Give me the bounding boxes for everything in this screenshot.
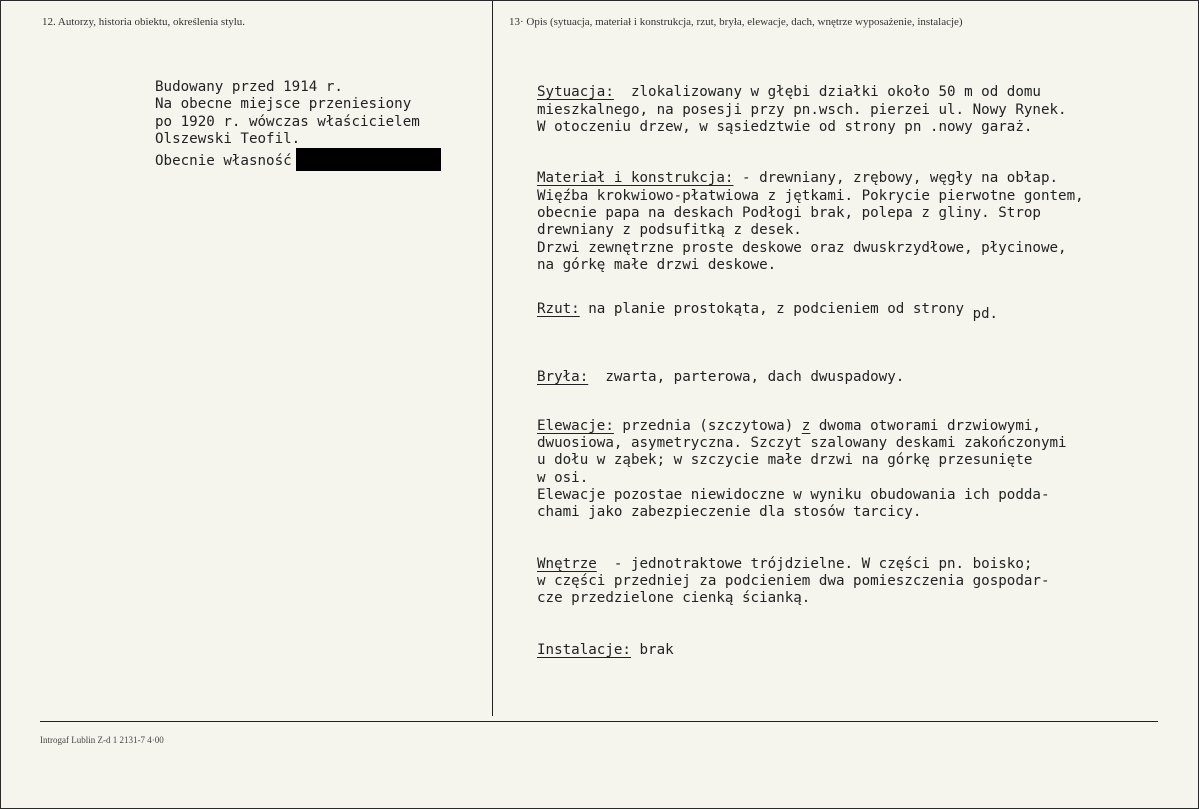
section-instalacje: Instalacje: brak xyxy=(537,642,674,659)
section-sytuacja: Sytuacja: zlokalizowany w głębi działki około 50 m od domu mieszkalnego, na posesji przy pn.wsch. pierzei ul. Nowy Rynek. W otoczeniu drzew, w sąsiedztwie od strony pn .nowy garaż. xyxy=(537,84,1067,135)
section-elewacje: Elewacje: przednia (szczytowa) z dwoma otworami drzwiowymi, dwuosiowa, asymetryczna. Szczyt szalowany deskami zakończonymi u dołu w ząbek; w szczycie małe drzwi na górkę przesunięte w osi. Elewacje pozostae niewidoczne w wyniku obudowania ich podda- chami jako zabezpieczenie dla stosów tarcicy. xyxy=(537,417,1067,521)
section-label: Materiał i konstrukcja: xyxy=(537,170,734,187)
owner-label: Obecnie własność xyxy=(155,153,292,170)
section-wnetrze: Wnętrze - jednotraktowe trójdzielne. W części pn. boisko; w części przedniej za podcieniem dwa pomieszczenia gospodar- cze przedzielone cienką ścianką. xyxy=(537,555,1050,607)
printer-imprint: Introgaf Lublin Z-d 1 2131-7 4·00 xyxy=(40,735,164,745)
section-label: Rzut: xyxy=(537,300,580,317)
right-column-header: 13· Opis (sytuacja, materiał i konstrukcja, rzut, bryła, elewacje, dach, wnętrze wyposażenie, instalacje) xyxy=(509,16,963,28)
history-line: Na obecne miejsce przeniesiony xyxy=(155,96,412,113)
history-text xyxy=(155,79,441,171)
section-material: Materiał i konstrukcja: - drewniany, zrębowy, węgły na obłap. Więźba krokwiowo-płatwiowa z jętkami. Pokrycie pierwotne gontem, obecnie papa na deskach Podłogi brak, polepa z gliny. Strop drewniany z podsufitką z desek. Drzwi zewnętrzne proste deskowe oraz dwuskrzydłowe, płycinowe, na górkę małe drzwi deskowe. xyxy=(537,170,1084,273)
section-label: Instalacje: xyxy=(537,642,631,659)
footer-divider xyxy=(40,721,1158,722)
description-text xyxy=(537,67,1084,694)
history-line: po 1920 r. wówczas właścicielem xyxy=(155,113,420,130)
section-label: Elewacje: xyxy=(537,417,614,434)
section-bryla: Bryła: zwarta, parterowa, dach dwuspadowy. xyxy=(537,369,905,386)
history-line: Olszewski Teofil. xyxy=(155,130,301,147)
history-line: Budowany przed 1914 r. xyxy=(155,79,343,95)
section-label: Sytuacja: xyxy=(537,84,614,101)
history-line-owner xyxy=(155,148,441,171)
section-label: Wnętrze xyxy=(537,555,597,572)
redaction-bar xyxy=(296,148,441,171)
left-column-header: 12. Autorzy, historia obiektu, określenia stylu. xyxy=(42,16,246,28)
column-divider xyxy=(492,0,493,716)
section-rzut: Rzut: na planie prostokąta, z podcieniem od strony pd. xyxy=(537,300,998,322)
section-label: Bryła: xyxy=(537,369,589,386)
